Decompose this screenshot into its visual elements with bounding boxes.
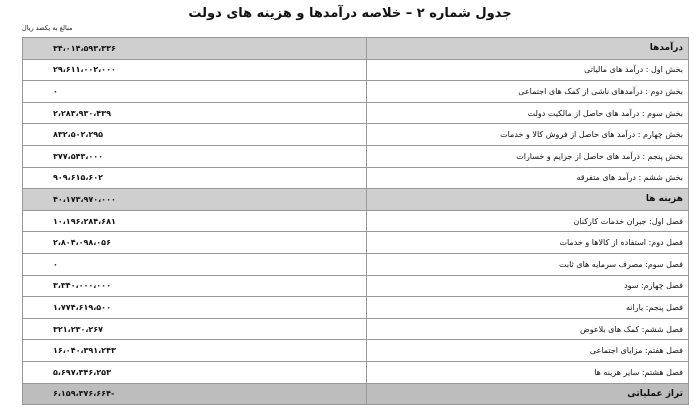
table-row (23, 275, 689, 297)
row-amount: ۳،۳۴۰،۰۰۰،۰۰۰ (23, 275, 367, 297)
table-row (23, 232, 689, 254)
row-label: فصل ششم: کمک های بلاعوض (367, 318, 689, 340)
table-row (23, 210, 689, 232)
row-amount: ۲۹،۶۱۱،۰۰۲،۰۰۰ (23, 59, 367, 81)
row-label: بخش ششم : درآمد های متفرقه (367, 167, 689, 189)
row-label: بخش پنجم : درآمد های حاصل از جرایم و خسارات (367, 145, 689, 167)
row-label: بخش دوم : درآمدهای ناشی از کمک های اجتماعی (367, 81, 689, 103)
row-label: فصل اول: جبران خدمات کارکنان (367, 210, 689, 232)
row-amount: ۵،۶۹۷،۳۴۶،۲۵۳ (23, 361, 367, 383)
table-row (23, 102, 689, 124)
row-amount: -۶،۱۵۹،۳۷۶،۶۶۴ (23, 383, 367, 405)
row-label: فصل هفتم: مزایای اجتماعی (367, 340, 689, 362)
row-amount: ۹۰۹،۶۱۵،۶۰۲ (23, 167, 367, 189)
table-row (23, 340, 689, 362)
table-body (23, 38, 689, 405)
row-amount: ۳۷۷،۵۴۳،۰۰۰ (23, 145, 367, 167)
table-row (23, 361, 689, 383)
section-row (23, 189, 689, 211)
table-row (23, 167, 689, 189)
row-label: فصل هشتم: سایر هزینه ها (367, 361, 689, 383)
budget-summary-table (22, 37, 689, 405)
unit-note: مبالغ به یکصد ریال (22, 24, 73, 32)
row-amount: ۱،۷۷۴،۶۱۹،۵۰۰ (23, 297, 367, 319)
table-row (23, 318, 689, 340)
row-label: فصل چهارم: سود (367, 275, 689, 297)
table-row (23, 145, 689, 167)
row-amount: ۴۰،۱۷۳،۹۷۰،۰۰۰ (23, 189, 367, 211)
row-amount: ۱۶،۰۴۰،۳۹۱،۲۴۳ (23, 340, 367, 362)
table-row (23, 59, 689, 81)
row-amount: ۱۰،۱۹۶،۲۸۴،۶۸۱ (23, 210, 367, 232)
table-row (23, 253, 689, 275)
row-amount: ۳۴،۰۱۴،۵۹۳،۳۳۶ (23, 38, 367, 60)
section-row (23, 38, 689, 60)
table-row (23, 81, 689, 103)
row-label: بخش چهارم : درآمد های حاصل از فروش کالا و خدمات (367, 124, 689, 146)
page-title: جدول شماره ۲ – خلاصه درآمدها و هزینه های دولت (188, 6, 512, 21)
table-row (23, 297, 689, 319)
row-amount: ۳۲۱،۲۳۰،۲۶۷ (23, 318, 367, 340)
row-label: فصل پنجم: یارانه (367, 297, 689, 319)
row-label: بخش اول : درآمد های مالیاتی (367, 59, 689, 81)
row-label: هزینه ها (367, 189, 689, 211)
total-row (23, 383, 689, 405)
row-amount: ۰ (23, 253, 367, 275)
row-label: بخش سوم : درآمد های حاصل از مالکیت دولت (367, 102, 689, 124)
row-label: فصل دوم: استفاده از کالاها و خدمات (367, 232, 689, 254)
row-label: تراز عملیاتی (367, 383, 689, 405)
row-amount: ۸۳۲،۵۰۲،۲۹۵ (23, 124, 367, 146)
row-amount: ۲،۲۸۳،۹۳۰،۴۳۹ (23, 102, 367, 124)
row-label: درآمدها (367, 38, 689, 60)
row-amount: ۲،۸۰۴،۰۹۸،۰۵۶ (23, 232, 367, 254)
table-row (23, 124, 689, 146)
row-amount: ۰ (23, 81, 367, 103)
row-label: فصل سوم: مصرف سرمایه های ثابت (367, 253, 689, 275)
